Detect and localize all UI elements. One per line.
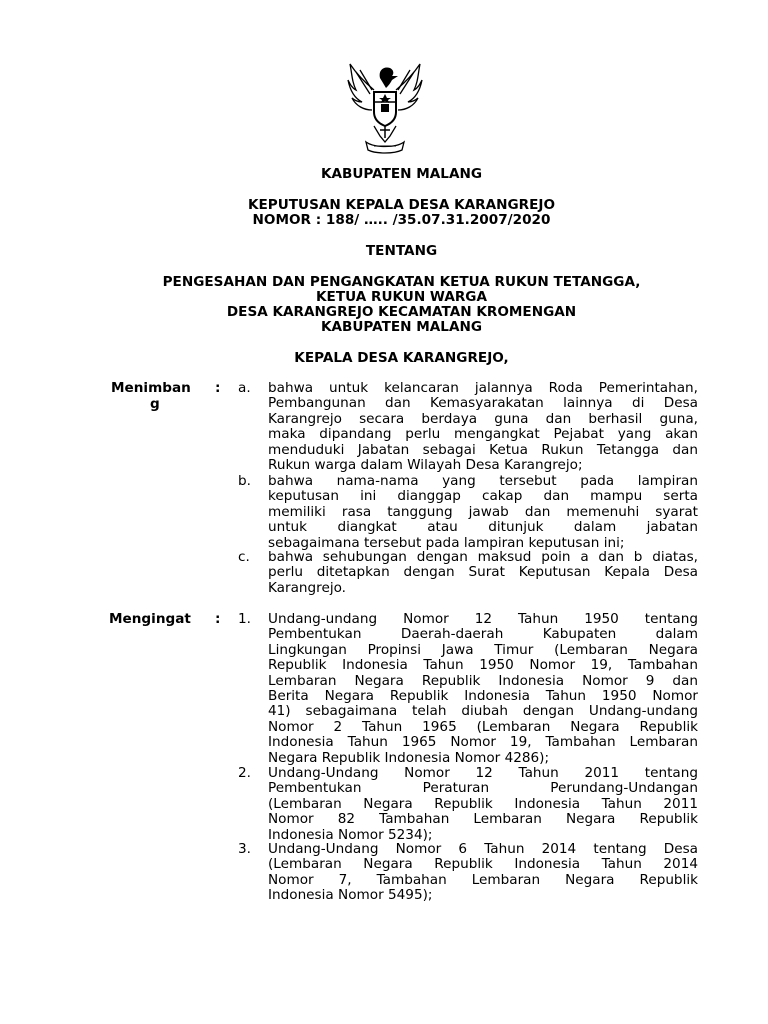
menimbang-item-c <box>268 550 698 596</box>
item-marker: a. <box>238 380 251 396</box>
text-line: keputusan ini dianggap cakap dan mampu serta <box>268 488 698 505</box>
subject-line: KABUPATEN MALANG <box>320 319 483 335</box>
item-marker: 2. <box>238 765 251 781</box>
text-line: sebagaimana tersebut pada lampiran keputusan ini; <box>268 534 625 551</box>
mengingat-item-1 <box>268 612 698 766</box>
text-line: Pembangunan dan Kemasyarakatan lainnya di Desa <box>268 395 698 412</box>
text-line: Rukun warga dalam Wilayah Desa Karangrejo; <box>268 457 583 474</box>
mengingat-colon: : <box>215 611 221 627</box>
item-marker: 1. <box>238 611 251 627</box>
subject-line: DESA KARANGREJO KECAMATAN KROMENGAN <box>226 304 577 320</box>
text-line: untuk diangkat atau ditunjuk dalam jabatan <box>268 519 698 536</box>
text-line: Indonesia Nomor 5495); <box>268 887 433 904</box>
text-line: Undang-Undang Nomor 12 Tahun 2011 tentang <box>268 765 698 781</box>
menimbang-label-line: Menimban <box>111 380 191 396</box>
garuda-emblem <box>344 60 426 158</box>
mengingat-item-3 <box>268 842 698 904</box>
menimbang-item-a <box>268 381 698 473</box>
text-line: Pembentukan Peraturan Perundang-Undangan <box>268 780 698 797</box>
decree-number: NOMOR : 188/ ….. /35.07.31.2007/2020 <box>252 212 551 228</box>
text-line: memiliki rasa tanggung jawab dan memenuhi syarat <box>268 503 698 520</box>
text-line: Lingkungan Propinsi Jawa Timur (Lembaran Negara <box>268 641 698 658</box>
text-line: Nomor 2 Tahun 1965 (Lembaran Negara Republik <box>268 718 698 735</box>
item-marker: 3. <box>238 841 251 857</box>
text-line: Indonesia Tahun 1965 Nomor 19, Tambahan Lembaran <box>268 734 698 751</box>
menimbang-label <box>111 381 199 396</box>
decree-title: KEPUTUSAN KEPALA DESA KARANGREJO <box>247 197 556 213</box>
menimbang-item-b <box>268 474 698 551</box>
text-line: Undang-Undang Nomor 6 Tahun 2014 tentang Desa <box>268 841 698 857</box>
text-line: Pembentukan Daerah-daerah Kabupaten dalam <box>268 626 698 643</box>
text-line: perlu ditetapkan dengan Surat Keputusan Kepala Desa <box>268 564 698 581</box>
subject-line: PENGESAHAN DAN PENGANGKATAN KETUA RUKUN TETANGGA, <box>162 274 641 290</box>
regency-name: KABUPATEN MALANG <box>320 166 483 182</box>
text-line: (Lembaran Negara Republik Indonesia Tahun 2014 <box>268 856 698 873</box>
text-line: Lembaran Negara Republik Indonesia Nomor 9 dan <box>268 672 698 689</box>
menimbang-colon: : <box>215 380 221 396</box>
text-line: Karangrejo. <box>268 579 346 596</box>
about-heading: TENTANG <box>365 243 438 259</box>
item-marker: b. <box>238 473 251 489</box>
text-line: Negara Republik Indonesia Nomor 4286); <box>268 749 550 766</box>
menimbang-label-line: g <box>150 396 160 412</box>
text-line: (Lembaran Negara Republik Indonesia Tahun 2011 <box>268 795 698 812</box>
text-line: Nomor 82 Tambahan Lembaran Negara Republik <box>268 811 698 828</box>
text-line: maka dipandang perlu mengangkat Pejabat yang akan <box>268 426 698 443</box>
item-marker: c. <box>238 549 250 565</box>
text-line: Berita Negara Republik Indonesia Tahun 1950 Nomor <box>268 688 698 705</box>
text-line: Nomor 7, Tambahan Lembaran Negara Republik <box>268 871 698 888</box>
subject-line: KETUA RUKUN WARGA <box>316 289 487 305</box>
official-title: KEPALA DESA KARANGREJO, <box>294 350 509 366</box>
text-line: Karangrejo secara berdaya guna dan berhasil guna, <box>268 410 698 427</box>
mengingat-label: Mengingat <box>109 611 191 627</box>
text-line: bahwa sehubungan dengan maksud poin a dan b diatas, <box>268 549 698 565</box>
text-line: Indonesia Nomor 5234); <box>268 826 433 843</box>
text-line: bahwa nama-nama yang tersebut pada lampiran <box>268 473 698 489</box>
text-line: 41) sebagaimana telah diubah dengan Undang-undang <box>268 703 698 720</box>
text-line: menduduki Jabatan sebagai Ketua Rukun Tetangga dan <box>268 441 698 458</box>
text-line: bahwa untuk kelancaran jalannya Roda Pemerintahan, <box>268 380 698 396</box>
text-line: Undang-undang Nomor 12 Tahun 1950 tentang <box>268 611 698 627</box>
text-line: Republik Indonesia Tahun 1950 Nomor 19, Tambahan <box>268 657 698 674</box>
mengingat-item-2 <box>268 766 698 843</box>
